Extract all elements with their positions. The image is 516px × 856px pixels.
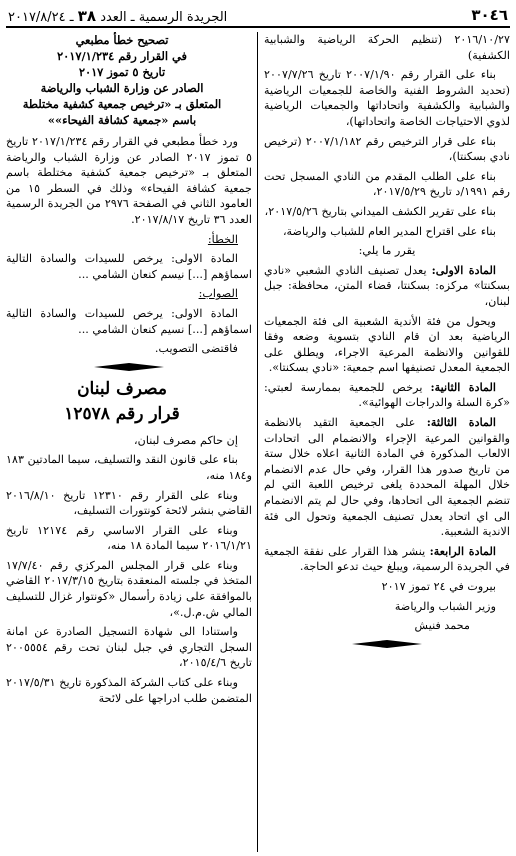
- correction-subtitle: في القرار رقم ٢٠١٧/١/٢٣٤: [57, 49, 187, 63]
- article-text: على الجمعية التقيد بالانظمة والقوانين المرعية الإجراء والانضمام الى اتحادات الالعاب المذكورة في المادة الثانية اعلاه خلال ستة من تاريخ صدور هذا القرار، وفي حال عدم الانضمام خلال المهلة المحددة يلغى ترخيص اللعبة التي لم تنضم الجمعية الى اتحادها، وفي حال لم يتم الانضمام الى اي اتحاد يعدل تصنيف الجمعية وتحول الى فئة الاندية الشعبية.: [264, 416, 510, 539]
- paragraph: وبناء على قرار المجلس المركزي رقم ١٧/٧/٤٠ المتخذ في جلسته المنعقدة بتاريخ ٢٠١٧/٣/١٥ القاضي بالموافقة على زيادة رأسمال «كونتوار غزال للتسليف المالي ش.م.ل.»،: [6, 558, 252, 619]
- paragraph: إن حاكم مصرف لبنان،: [134, 433, 238, 447]
- paragraph: بناء على تقرير الكشف الميداني بتاريخ ٢٠١٧/٥/٢٦،: [264, 204, 496, 218]
- article-label: المادة الاولى:: [171, 252, 239, 266]
- correction-subtitle: تاريخ ٥ تموز ٢٠١٧: [78, 65, 166, 79]
- correction-subtitle: المتعلق بـ «ترخيص جمعية كشفية مختلطة: [22, 97, 222, 111]
- article-text: ينشر هذا القرار على نفقة الجمعية في الجريدة الرسمية، ويبلغ حيث تدعو الحاجة.: [264, 544, 510, 574]
- journal-issue-line: [8, 7, 227, 25]
- page-header: [6, 4, 510, 28]
- right-column: [264, 32, 510, 852]
- error-label: الخطأ:: [207, 232, 238, 246]
- minister-name: محمد فنيش: [414, 619, 470, 633]
- minister-title: وزير الشباب والرياضة: [394, 599, 496, 613]
- bank-decision-number: قرار رقم ١٢٥٧٨: [64, 403, 180, 424]
- decides-line: يقرر ما يلي:: [358, 244, 416, 258]
- article-3: [264, 415, 510, 540]
- paragraph: ويحول من فئة الأندية الشعبية الى فئة الجمعيات الرياضية بعد ان قام النادي بتسوية وضعه وفقا للقوانين والانظمة المرعية الاجراء، ويطلق على الجمعية المعدل تصنيفها اسم جمعية: «نادي بسكنتا».: [264, 314, 510, 375]
- paragraph: بناء على الطلب المقدم من النادي المسجل تحت رقم ١٩٩١/د تاريخ ٢٠١٧/٥/٢٩،: [264, 169, 510, 199]
- error-text: [6, 251, 252, 282]
- article-text: يرخص للجمعية بممارسة لعبتي: «كرة السلة والدراجات الهوائية».: [264, 380, 510, 410]
- paragraph: وبناء على القرار رقم ١٢٣١٠ تاريخ ٢٠١٦/٨/١٠ القاضي بنشر لائحة كونتورات التسليف،: [6, 488, 252, 518]
- date-line: بيروت في ٢٤ تموز ٢٠١٧: [381, 580, 496, 593]
- paragraph: ٢٠١٦/١٠/٢٧ (تنظيم الحركة الرياضية والشبابية الكشفية): [264, 33, 510, 62]
- paragraph: واستنادا الى شهادة التسجيل الصادرة عن امانة السجل التجاري في جبل لبنان تحت رقم ٢٠٠٥٥٥٤ تاريخ ٢٠١٥/٤/٦،: [6, 625, 252, 670]
- closing-line: فاقتضى التصويب.: [154, 342, 238, 356]
- correct-label: الصواب:: [198, 287, 238, 301]
- paragraph: وبناء على القرار الاساسي رقم ١٢١٧٤ تاريخ ٢٠١٦/١/٢١ سيما المادة ١٨ منه،: [6, 523, 252, 553]
- article-text: يعدل تصنيف النادي الشعبي «نادي بسكنتا» مركزه: بسكنتا، قضاء المتن، محافظة: جبل لبنان،: [264, 263, 510, 308]
- section-ornament: [94, 363, 164, 371]
- paragraph: بناء على القرار رقم ٢٠٠٧/١/٩٠ تاريخ ٢٠٠٧/٧/٢٦ (تحديد الشروط الفنية والخاصة للجمعيات الرياضية والشبابية والكشفية واتحاداتها والجمعيات الرياضية لذوي الاحتياجات الخاصة واتحاداتها)،: [264, 68, 510, 128]
- article-label: المادة الاولى:: [171, 306, 239, 320]
- article-label: المادة الثالثة:: [426, 415, 496, 430]
- paragraph: وبناء على كتاب الشركة المذكورة تاريخ ٢٠١٧/٥/٣١ المتضمن طلب ادراجها على لائحة: [6, 676, 252, 705]
- column-divider: [257, 32, 258, 852]
- paragraph: ورد خطأ مطبعي في القرار رقم ٢٠١٧/١/٢٣٤ تاريخ ٥ تموز ٢٠١٧ الصادر عن وزارة الشباب والرياضة المتعلق بـ «ترخيص جمعية كشفية مختلطة باسم جمعية كشافة الفيحاء» وذلك في السطر ١٥ من العامود الثاني في الصفحة ٢٩٧٦ من الجريدة الرسمية العدد ٣٦ تاريخ ٢٠١٧/٨/١٧.: [6, 135, 252, 226]
- article-4: [264, 544, 510, 575]
- article-text: يرخص للسيدات والسادة التالية اسماؤهم [...] نيسم كنعان الشامي ...: [6, 252, 252, 281]
- paragraph: بناء على اقتراح المدير العام للشباب والرياضة،: [282, 224, 496, 238]
- correct-text: [6, 306, 252, 337]
- journal-name: الجريدة الرسمية ـ العدد: [100, 10, 228, 25]
- issue-date: ـ ٢٠١٧/٨/٢٤: [8, 10, 74, 25]
- article-text: يرخص للسيدات والسادة التالية اسماؤهم [...] نسيم كنعان الشامي ...: [6, 306, 252, 336]
- correction-subtitle: الصادر عن وزارة الشباب والرياضة: [40, 81, 204, 95]
- correction-title: تصحيح خطأ مطبعي: [75, 33, 169, 47]
- article-label: المادة الثانية:: [430, 379, 496, 394]
- issue-number: ٣٨: [77, 7, 97, 25]
- correction-subtitle: باسم «جمعية كشافة الفيحاء»»: [47, 113, 197, 127]
- article-label: المادة الرابعة:: [429, 543, 496, 558]
- left-column: [6, 32, 252, 852]
- article-label: المادة الاولى:: [431, 262, 496, 277]
- paragraph: بناء على قرار الترخيص رقم ٢٠٠٧/١/١٨٢ (ترخيص نادي بسكنتا)،: [264, 134, 510, 164]
- article-1: [264, 263, 510, 310]
- bank-title: مصرف لبنان: [77, 378, 167, 399]
- paragraph: بناء على قانون النقد والتسليف، سيما المادتين ١٨٣ و١٨٤ منه،: [6, 453, 252, 482]
- section-ornament: [352, 640, 422, 648]
- page-number: ٣٠٤٦: [471, 6, 508, 24]
- article-2: [264, 380, 510, 411]
